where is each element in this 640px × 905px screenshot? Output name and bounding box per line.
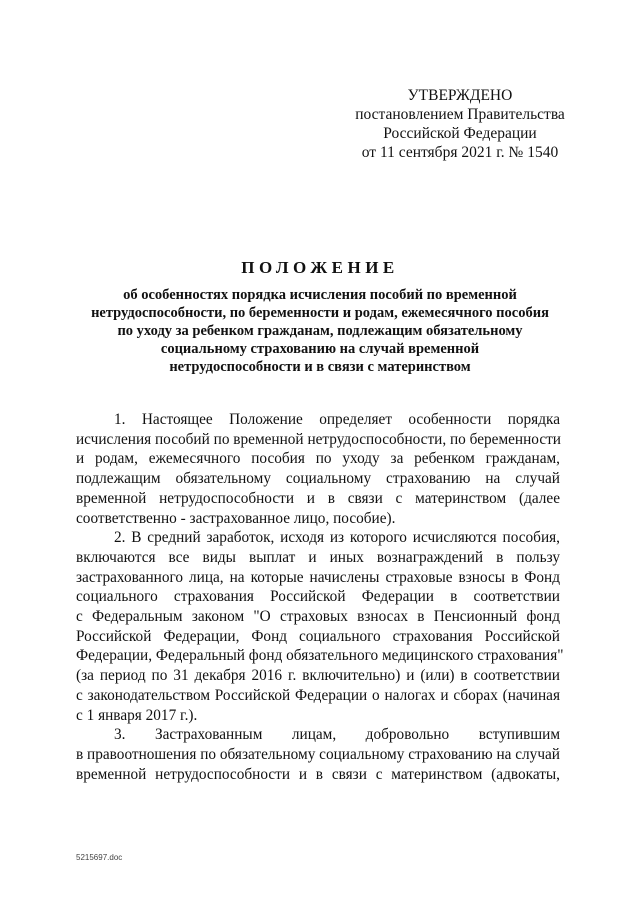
body-line: и родам, ежемесячного пособия по уходу за ребенком гражданам, xyxy=(76,450,560,468)
body-line: 1. Настоящее Положение определяет особенности порядка xyxy=(114,411,560,428)
subtitle-line: нетрудоспособности и в связи с материнством xyxy=(169,359,471,375)
body-line: в правоотношения по обязательному социальному страхованию на случай xyxy=(76,745,560,763)
body-line: исчисления пособий по временной нетрудоспособности, по беременности xyxy=(76,430,561,448)
approval-line-1: постановлением Правительства xyxy=(355,106,565,123)
body-line: застрахованного лица, на которые начислены страховые взносы в Фонд xyxy=(76,568,560,586)
document-subtitle xyxy=(60,286,580,376)
subtitle-line: об особенностях порядка исчисления пособий по временной xyxy=(123,287,517,303)
body-line: с законодательством Российской Федерации о налогах и сборах (начиная xyxy=(76,686,560,704)
body-line: соответственно - застрахованное лицо, пособие). xyxy=(76,509,396,527)
subtitle-line: социальному страхованию на случай временной xyxy=(160,341,480,357)
body-line: временной нетрудоспособности и в связи с материнством (адвокаты, xyxy=(76,765,560,783)
body-line: с Федеральным законом "О страховых взносах в Пенсионный фонд xyxy=(76,608,560,626)
body-line: Федерации, Федеральный фонд обязательного медицинского страхования" xyxy=(76,647,564,665)
subtitle-line: нетрудоспособности, по беременности и родам, ежемесячного пособия xyxy=(91,305,549,321)
document-title: ПОЛОЖЕНИЕ xyxy=(241,258,399,277)
document-body xyxy=(76,410,564,784)
approval-line-2: Российской Федерации xyxy=(383,125,537,142)
approval-block xyxy=(340,86,580,162)
body-line: Российской Федерации, Фонд социального страхования Российской xyxy=(76,627,560,645)
subtitle-line: по уходу за ребенком гражданам, подлежащим обязательному xyxy=(117,323,523,339)
body-line: 2. В средний заработок, исходя из которого исчисляются пособия, xyxy=(114,529,560,547)
approval-title: УТВЕРЖДЕНО xyxy=(407,87,513,104)
body-line: включаются все виды выплат и иных вознаграждений в пользу xyxy=(76,548,560,566)
body-line: (за период по 31 декабря 2016 г. включительно) и (или) в соответствии xyxy=(76,667,560,685)
body-line: временной нетрудоспособности и в связи с материнством (далее xyxy=(76,489,560,507)
body-line: 3. Застрахованным лицам, добровольно вступившим xyxy=(114,726,560,744)
footer-filename: 5215697.doc xyxy=(76,853,123,862)
body-line: с 1 января 2017 г.). xyxy=(76,706,198,724)
body-line: подлежащим обязательному социальному страхованию на случай xyxy=(76,470,560,488)
approval-line-3: от 11 сентября 2021 г. № 1540 xyxy=(361,144,559,161)
body-line: социального страхования Российской Федерации в соответствии xyxy=(76,588,560,606)
